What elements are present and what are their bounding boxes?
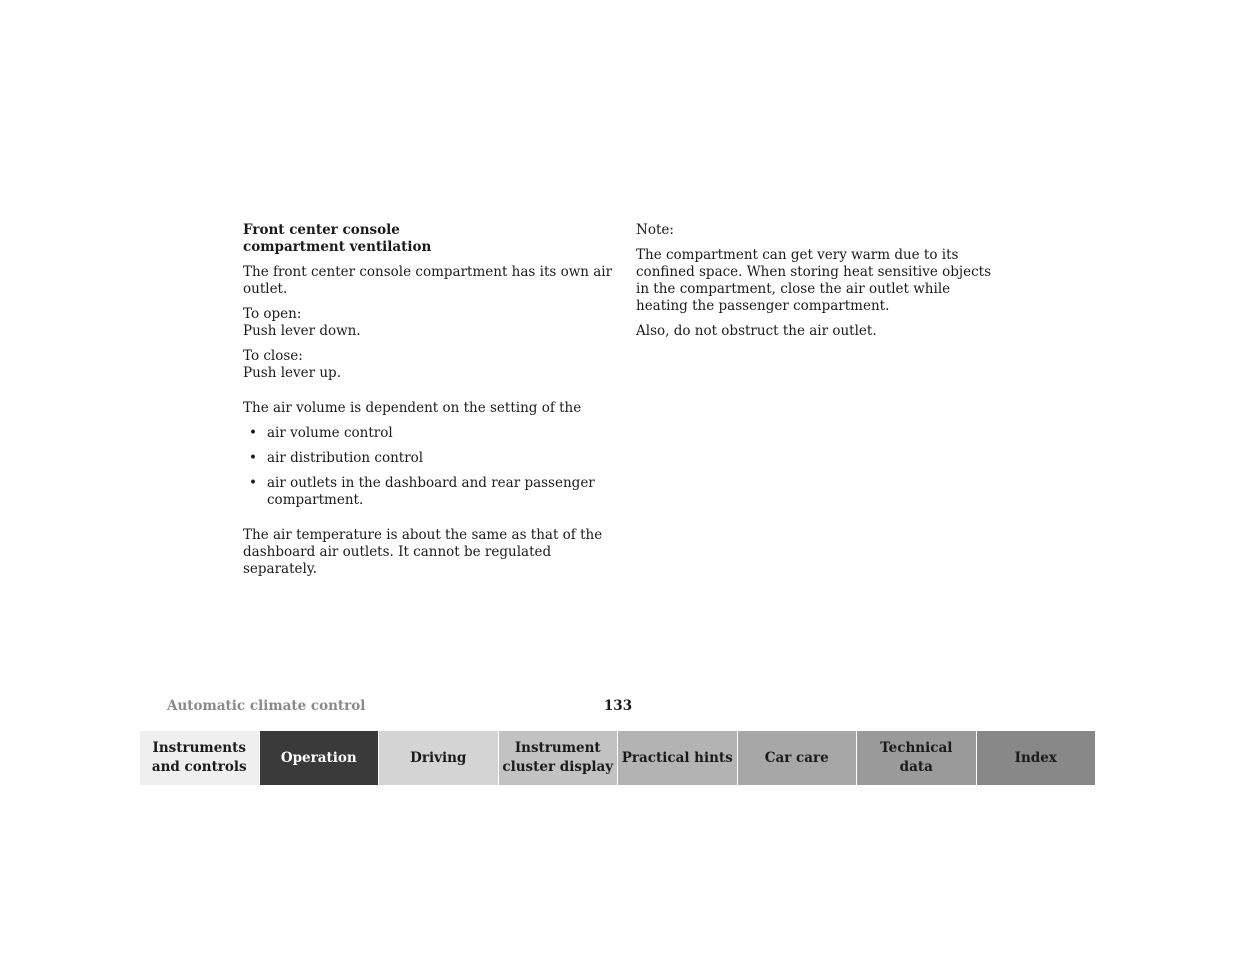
tab-operation[interactable]: Operation	[260, 731, 380, 785]
tab-instruments-and-controls[interactable]: Instruments and controls	[140, 731, 260, 785]
right-column	[636, 222, 1006, 348]
close-label: To close:	[243, 348, 303, 364]
left-column	[243, 222, 613, 586]
tab-car-care[interactable]: Car care	[738, 731, 858, 785]
temperature-paragraph: The air temperature is about the same as that of the dashboard air outlets. It cannot be regulated separately.	[243, 527, 603, 577]
section-heading: Front center console compartment ventilation	[243, 222, 432, 255]
list-item: • air volume control	[249, 425, 393, 441]
note-label: Note:	[636, 222, 674, 238]
close-instruction	[243, 348, 613, 382]
tab-index[interactable]: Index	[977, 731, 1096, 785]
open-label: To open:	[243, 306, 302, 322]
open-instruction	[243, 306, 613, 340]
intro-paragraph: The front center console compartment has its own air outlet.	[243, 264, 613, 297]
volume-intro: The air volume is dependent on the setting of the	[243, 400, 582, 416]
bullet-list	[243, 425, 613, 509]
bullet-icon: •	[249, 425, 257, 441]
note-text: The compartment can get very warm due to its confined space. When storing heat sensitive objects in the compartment, close the air outlet while heating the passenger compartment.	[636, 247, 991, 314]
list-item: • air outlets in the dashboard and rear passenger compartment.	[249, 475, 595, 508]
bullet-icon: •	[249, 450, 257, 466]
tab-instrument-cluster-display[interactable]: Instrument cluster display	[499, 731, 619, 785]
list-item: • air distribution control	[249, 450, 424, 466]
tab-driving[interactable]: Driving	[379, 731, 499, 785]
open-text: Push lever down.	[243, 323, 361, 339]
footer-section-title: Automatic climate control	[167, 698, 366, 714]
close-text: Push lever up.	[243, 365, 341, 381]
page-number: 133	[603, 698, 633, 714]
bullet-icon: •	[249, 475, 257, 491]
also-text: Also, do not obstruct the air outlet.	[636, 323, 877, 339]
tab-practical-hints[interactable]: Practical hints	[618, 731, 738, 785]
tab-technical-data[interactable]: Technical data	[857, 731, 977, 785]
chapter-nav	[140, 731, 1095, 785]
